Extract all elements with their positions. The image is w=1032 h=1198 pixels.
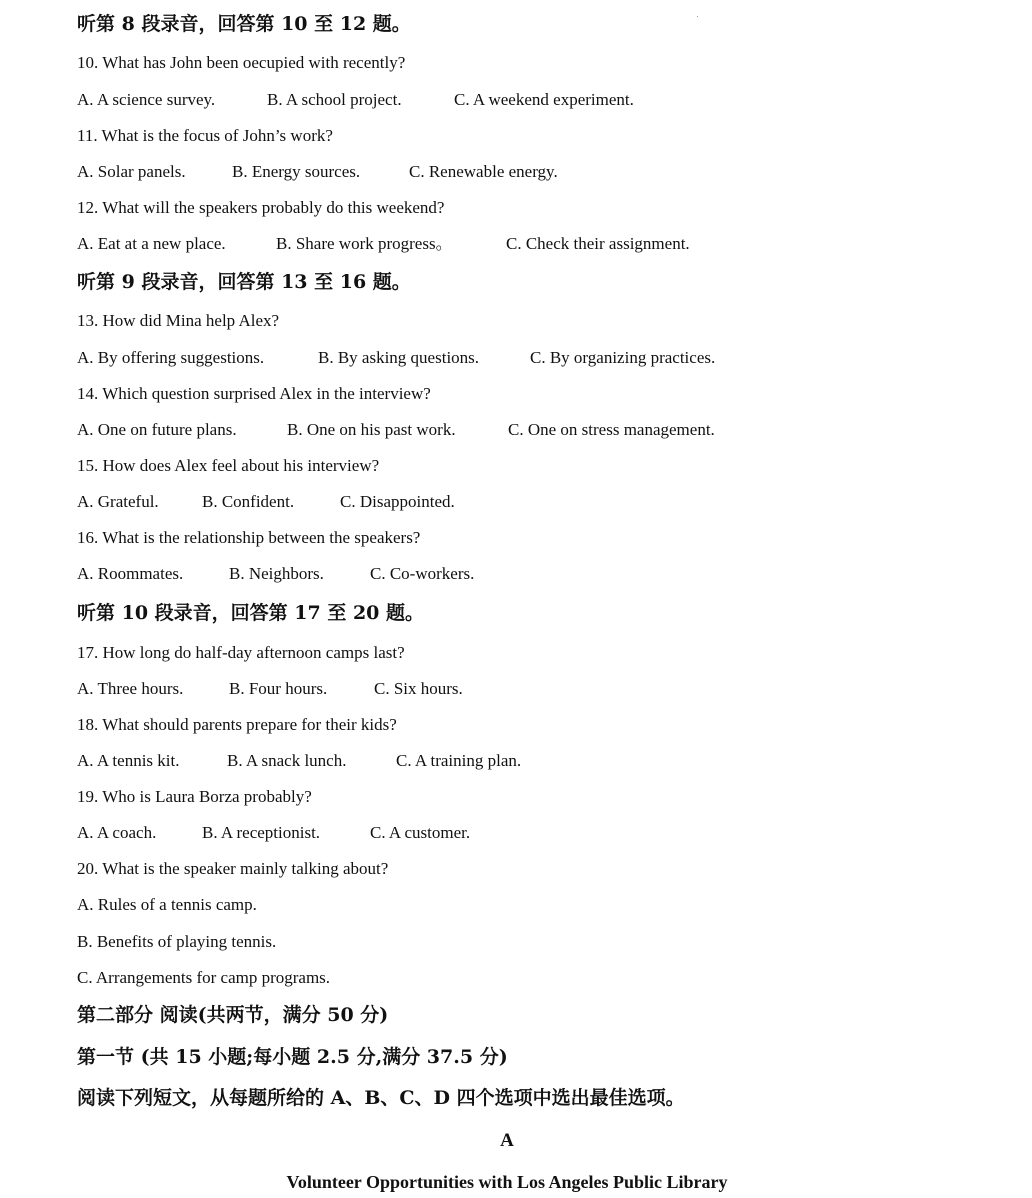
option-a: A. Roommates. [77,564,184,583]
question-15: 15. How does Alex feel about his interview? [77,456,380,475]
question-17-options [77,678,977,700]
option-a: A. Eat at a new place. [77,234,226,253]
question-16-options [77,563,977,585]
option-b: B. One on his past work. [287,420,456,439]
option-b: B. A school project. [267,90,402,109]
question-20-option-c: C. Arrangements for camp programs. [77,968,331,987]
option-a: A. One on future plans. [77,420,237,439]
scan-speck [697,16,698,17]
passage-letter: A [500,1130,514,1151]
passage-title: Volunteer Opportunities with Los Angeles Public Library [286,1172,728,1192]
question-12-options [77,233,977,255]
option-c: C. Renewable energy. [409,162,558,181]
question-11-options [77,161,977,183]
option-c: C. Six hours. [374,679,463,698]
option-c: C. Co-workers. [370,564,475,583]
option-c: C. A weekend experiment. [454,90,634,109]
option-c: C. Check their assignment. [506,234,690,253]
option-a: A. By offering suggestions. [77,348,265,367]
option-b: B. Confident. [202,492,295,511]
option-a: A. A science survey. [77,90,216,109]
question-20: 20. What is the speaker mainly talking about? [77,859,389,878]
option-b: B. A snack lunch. [227,751,347,770]
option-b: B. By asking questions. [318,348,480,367]
option-b: B. Four hours. [229,679,328,698]
question-11: 11. What is the focus of John’s work? [77,126,333,145]
reading-instruction: 阅读下列短文，从每题所给的 A、B、C、D 四个选项中选出最佳选项。 [77,1087,685,1109]
option-b: B. Share work progress。 [276,234,453,253]
option-c: C. By organizing practices. [530,348,716,367]
question-12: 12. What will the speakers probably do this weekend? [77,198,445,217]
question-20-option-a: A. Rules of a tennis camp. [77,895,257,914]
option-a: A. Three hours. [77,679,184,698]
question-15-options [77,491,977,513]
question-18: 18. What should parents prepare for their kids? [77,715,397,734]
option-a: A. A coach. [77,823,157,842]
question-17: 17. How long do half-day afternoon camps last? [77,643,405,662]
option-b: B. A receptionist. [202,823,321,842]
option-c: C. A training plan. [396,751,522,770]
option-b: B. Energy sources. [232,162,361,181]
question-19: 19. Who is Laura Borza probably? [77,787,312,806]
question-20-option-b: B. Benefits of playing tennis. [77,932,277,951]
option-a: A. Solar panels. [77,162,186,181]
option-c: C. One on stress management. [508,420,715,439]
question-13-options [77,347,977,369]
question-18-options [77,750,977,772]
option-c: C. Disappointed. [340,492,455,511]
question-13: 13. How did Mina help Alex? [77,311,280,330]
section-9-heading: 听第 9 段录音，回答第 13 至 16 题。 [77,271,411,293]
option-c: C. A customer. [370,823,471,842]
section-10-heading: 听第 10 段录音，回答第 17 至 20 题。 [77,602,425,624]
question-16: 16. What is the relationship between the speakers? [77,528,421,547]
question-14: 14. Which question surprised Alex in the interview? [77,384,431,403]
section-8-heading: 听第 8 段录音，回答第 10 至 12 题。 [77,13,411,35]
part-2-subheading: 第一节 (共 15 小题;每小题 2.5 分,满分 37.5 分) [77,1046,508,1068]
part-2-heading: 第二部分 阅读(共两节，满分 50 分) [77,1004,389,1026]
question-19-options [77,822,977,844]
question-10-options [77,89,977,111]
question-14-options [77,419,977,441]
option-a: A. A tennis kit. [77,751,180,770]
option-b: B. Neighbors. [229,564,324,583]
question-10: 10. What has John been oecupied with recently? [77,53,406,72]
option-a: A. Grateful. [77,492,159,511]
